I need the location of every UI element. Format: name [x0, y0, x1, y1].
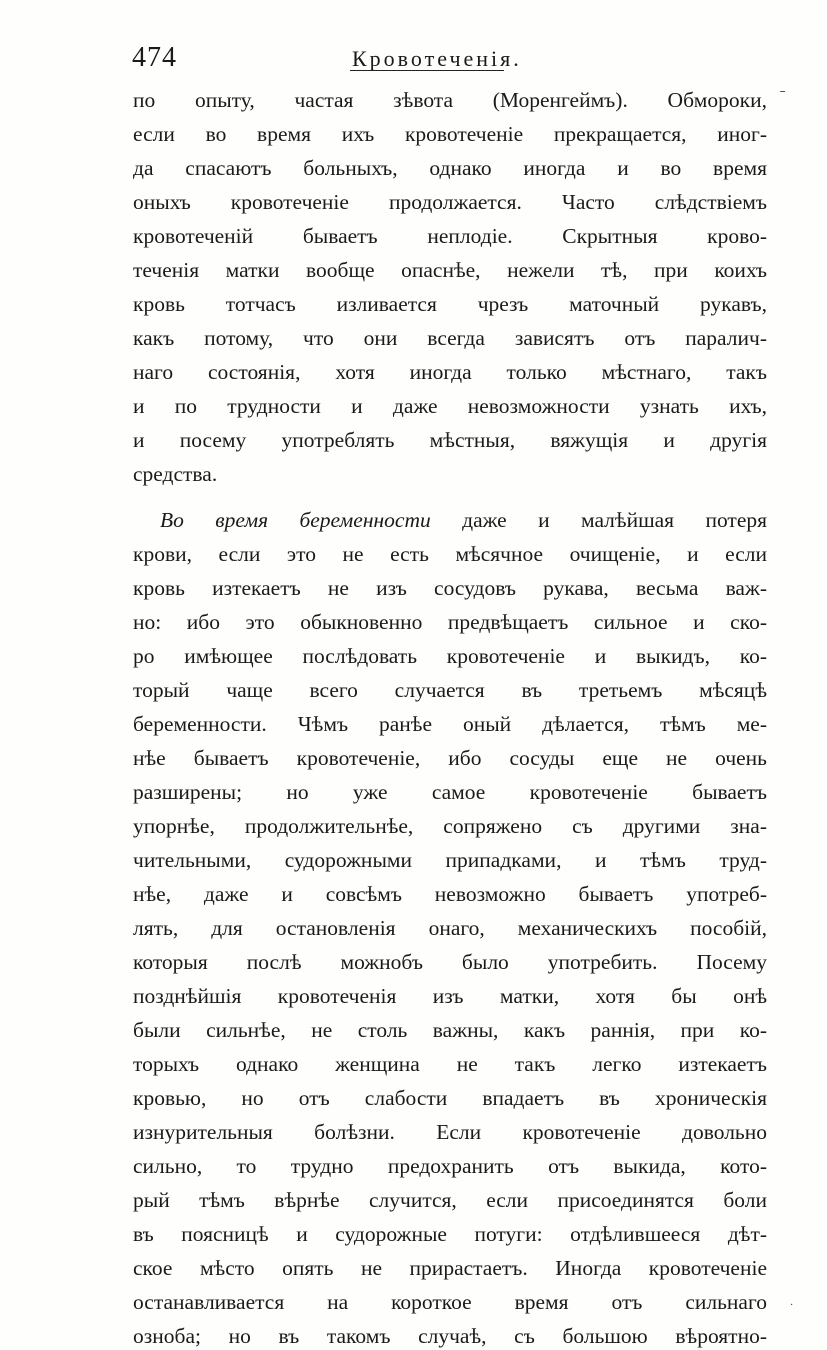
text-line: рый тѣмъ вѣрнѣе случится, если присоединятся боли	[133, 1188, 767, 1212]
text-line: которыя послѣ можнобъ было употребить. Посему	[133, 950, 767, 974]
text-line: кровь тотчасъ изливается чрезъ маточный рукавъ,	[133, 292, 767, 316]
first-line-rest: даже и малѣйшая потеря	[462, 508, 768, 532]
margin-dash-mark: ˉ	[780, 88, 786, 105]
text-line: какъ потому, что они всегда зависятъ отъ паралич-	[133, 326, 767, 350]
text-line: беременности. Чѣмъ ранѣе оный дѣлается, тѣмъ ме-	[133, 712, 767, 736]
page-number: 474	[132, 42, 177, 73]
text-line: да спасаютъ больныхъ, однако иногда и во время	[133, 156, 767, 180]
paragraph-first-line	[160, 510, 767, 532]
text-line: разширены; но уже самое кровотеченiе бываетъ	[133, 780, 767, 804]
text-line: и по трудности и даже невозможности узнать ихъ,	[133, 394, 767, 418]
text-line: средства.	[133, 462, 218, 486]
page-header	[132, 42, 772, 86]
running-title: Кровотеченiя.	[352, 46, 522, 71]
text-line: торыхъ однако женщина не такъ легко изтекаетъ	[133, 1052, 767, 1076]
text-line: кровотеченiй бываетъ неплодiе. Скрытныя крово-	[133, 224, 767, 248]
text-line: кровь изтекаетъ не изъ сосудовъ рукава, весьма важ-	[133, 576, 767, 600]
text-line: лять, для остановленiя онаго, механическихъ пособiй,	[133, 916, 767, 940]
margin-dot-mark: ·	[790, 1300, 794, 1311]
text-line: оныхъ кровотеченiе продолжается. Часто слѣдствiемъ	[133, 190, 767, 214]
text-line: ро имѣющее послѣдовать кровотеченiе и выкидъ, ко-	[133, 644, 767, 668]
text-line: если во время ихъ кровотеченiе прекращается, иног-	[133, 122, 767, 146]
text-line: кровью, но отъ слабости впадаетъ въ хроническiя	[133, 1086, 767, 1110]
text-line: крови, если это не есть мѣсячное очищенiе, и если	[133, 542, 767, 566]
text-line: нѣе бываетъ кровотеченiе, ибо сосуды еще не очень	[133, 746, 767, 770]
text-line: и посему употреблять мѣстныя, вяжущiя и другiя	[133, 428, 767, 452]
text-line: ское мѣсто опять не прирастаетъ. Иногда кровотеченiе	[133, 1256, 767, 1280]
text-line: теченiя матки вообще опаснѣе, нежели тѣ, при коихъ	[133, 258, 767, 282]
text-line: но: ибо это обыкновенно предвѣщаетъ сильное и ско-	[133, 610, 767, 634]
text-line: позднѣйшiя кровотеченiя изъ матки, хотя бы онѣ	[133, 984, 767, 1008]
text-line: чительными, судорожными припадками, и тѣмъ труд-	[133, 848, 767, 872]
text-line: по опыту, частая зѣвота (Моренгеймъ). Обмороки,	[133, 88, 767, 112]
text-line: озноба; но въ такомъ случаѣ, съ большою вѣроятно-	[133, 1324, 767, 1348]
italic-lead: Во время беременности	[160, 508, 431, 532]
text-line: торый чаще всего случается въ третьемъ мѣсяцѣ	[133, 678, 767, 702]
text-line: въ поясницѣ и судорожные потуги: отдѣлившееся дѣт-	[133, 1222, 767, 1246]
text-line: были сильнѣе, не столь важны, какъ раннiя, при ко-	[133, 1018, 767, 1042]
text-line: нѣе, даже и совсѣмъ невозможно бываетъ употреб-	[133, 882, 767, 906]
text-line: изнурительныя болѣзни. Если кровотеченiе довольно	[133, 1120, 767, 1144]
text-line: сильно, то трудно предохранить отъ выкида, кото-	[133, 1154, 767, 1178]
text-line: останавливается на короткое время отъ сильнаго	[133, 1290, 767, 1314]
text-line: упорнѣе, продолжительнѣе, сопряжено съ другими зна-	[133, 814, 767, 838]
text-line: наго состоянiя, хотя иногда только мѣстнаго, такъ	[133, 360, 767, 384]
